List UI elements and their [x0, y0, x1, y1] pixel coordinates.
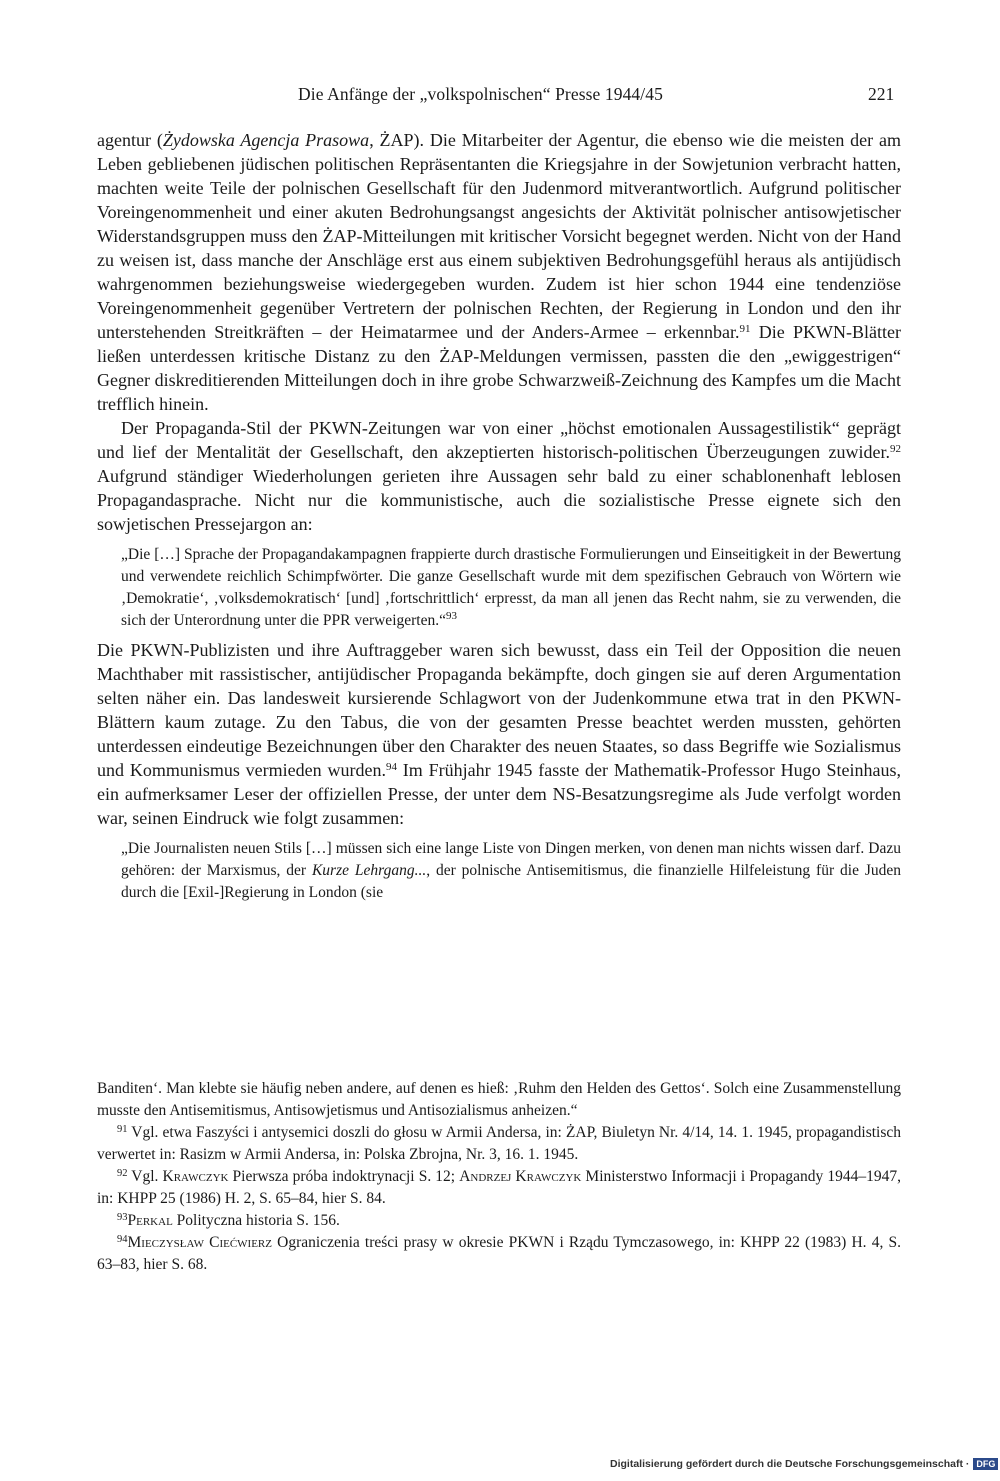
footnote-94-author: Mieczysław Ciećwierz — [127, 1234, 272, 1251]
digitization-credit — [610, 1458, 998, 1470]
footnote-92-text-2: Pierwsza próba indoktrynacji S. 12; — [228, 1168, 460, 1185]
quote2-text-2: , der polnische Antisemitismus, die finanzielle Hilfeleistung für die Juden durch die [Exil-]Regierung in London (sie — [121, 862, 901, 901]
footnote-92 — [97, 1166, 901, 1210]
page-number: 221 — [868, 84, 895, 104]
footnote-93-author: Perkal — [127, 1212, 173, 1229]
p2-text-2: Aufgrund ständiger Wiederholungen gerieten ihre Aussagen sehr bald zu einer schablonenhaft leblosen Propagandasprache. Nicht nur die kommunistische, auch die sozialistische Presse eignete sich den sowjetischen Pressejargon an: — [97, 466, 901, 534]
credit-text: Digitalisierung gefördert durch die Deutsche Forschungsgemeinschaft · — [610, 1458, 970, 1470]
footnote-94 — [97, 1232, 901, 1276]
footnote-ref-91: 91 — [739, 323, 751, 335]
quote2-italic: Kurze Lehrgang... — [311, 862, 427, 879]
p3-text-2: Im Frühjahr 1945 fasste der Mathematik-Professor Hugo Steinhaus, ein aufmerksamer Leser der offiziellen Presse, der unter dem NS-Besatzungsregime als Jude verfolgt worden war, seinen Eindruck wie folgt zusammen: — [97, 760, 901, 828]
paragraph-3 — [97, 638, 901, 830]
footnote-92-mark: 92 — [117, 1168, 128, 1179]
footnote-94-text: Ograniczenia treści prasy w okresie PKWN i Rządu Tymczasowego, in: KHPP 22 (1983) H. 4, S. 63–83, hier S. 68. — [97, 1234, 901, 1273]
footnote-93-mark: 93 — [117, 1212, 128, 1223]
p2-text-1: Der Propaganda-Stil der PKWN-Zeitungen war von einer „höchst emotionalen Aussagestilistik“ geprägt und lief der Mentalität der Gesellschaft, den akzeptierten historisch-politischen Überzeugungen zuwider. — [97, 418, 901, 462]
quote1-text: „Die […] Sprache der Propagandakampagnen frappierte durch drastische Formulierungen und Einseitigkeit in der Bewertung und verwendete reichlich Schimpfwörter. Die ganze Gesellschaft wurde mit dem spezifischen Gebrauch von Wörtern wie ‚Demokratie‘, ‚volksdemokratisch‘ [und] ‚fortschrittlich‘ erpresst, da man all jenen das Recht nahm, sie zu verwenden, die sich der Unterordnung unter die PPR verweigerten.“ — [121, 546, 901, 629]
quote2-text-1: „Die Journalisten neuen Stils […] müssen sich eine lange Liste von Dingen merken, von denen man nichts wissen darf. Dazu gehören: der Marxismus, der — [121, 840, 901, 879]
footnote-92-text-3: Ministerstwo Informacji i Propagandy 1944–1947, in: KHPP 25 (1986) H. 2, S. 65–84, hier S. 84. — [97, 1168, 901, 1207]
footnote-93 — [97, 1210, 901, 1232]
p1-text-3: Die PKWN-Blätter ließen unterdessen kritische Distanz zu den ŻAP-Meldungen vermissen, passten die den „ewiggestrigen“ Gegner diskreditierenden Mitteilungen doch in ihre grobe Schwarzweiß-Zeichnung des Kampfes um die Macht trefflich hinein. — [97, 322, 901, 414]
footnote-ref-94: 94 — [385, 761, 397, 773]
p1-italic: Żydowska Agencja Prasowa — [162, 130, 370, 150]
p1-text-2: , ŻAP). Die Mitarbeiter der Agentur, die ebenso wie die meisten der am Leben gebliebenen jüdischen politischen Repräsentanten die Kriegsjahre in der Sowjetunion verbracht hatten, machten weite Teile der polnischen Gesellschaft für den Judenmord mitverantwortlich. Aufgrund politischer Voreingenommenheit und einer akuten Bedrohungsangst angesichts der Aktivität polnischer antisowjetischer Widerstandsgruppen muss den ŻAP-Mitteilungen mit kritischer Vorsicht begegnet werden. Nicht von der Hand zu weisen ist, dass manche der Anschläge erst aus einem subjektiven Bedrohungsgefühl heraus als antijüdisch wahrgenommen beziehungsweise wiedergegeben wurden. Zudem ist hier schon 1944 eine tendenziöse Voreingenommenheit gegenüber Vertretern der polnischen Rechten, der Regierung in London und den ihr unterstehenden Streitkräften – der Heimatarmee und der Anders-Armee – erkennbar. — [97, 130, 901, 342]
paragraph-2 — [97, 416, 901, 536]
footnote-92-author-2: Andrzej Krawczyk — [459, 1168, 582, 1185]
dfg-logo-icon: DFG — [973, 1458, 998, 1470]
footnote-92-author-1: Krawczyk — [162, 1168, 229, 1185]
block-quote-1 — [121, 544, 901, 632]
footnote-ref-92: 92 — [890, 443, 901, 455]
block-quote-2 — [121, 838, 901, 904]
footnote-continuation: Banditen‘. Man klebte sie häufig neben andere, auf denen es hieß: ‚Ruhm den Helden des Gettos‘. Solch eine Zusammenstellung musste den Antisemitismus, Antisowjetismus und Antisozialismus anheizen.“ — [97, 1080, 901, 1119]
footnote-93-text: Polityczna historia S. 156. — [172, 1212, 340, 1229]
footnote-92-text-1: Vgl. — [127, 1168, 163, 1185]
p1-text-1: agentur ( — [97, 130, 163, 150]
paragraph-1 — [97, 128, 901, 416]
body-text — [97, 128, 901, 910]
footnote-94-mark: 94 — [117, 1234, 128, 1245]
footnote-ref-93: 93 — [445, 610, 457, 622]
header-title: Die Anfänge der „volkspolnischen“ Presse 1944/45 — [298, 84, 663, 104]
footnote-91-mark: 91 — [117, 1124, 128, 1135]
p3-text-1: Die PKWN-Publizisten und ihre Auftraggeber waren sich bewusst, dass ein Teil der Opposition die neuen Machthaber mit rassistischer, antijüdischer Propaganda bekämpfte, doch gingen sie auf deren Argumentation selten näher ein. Das landesweit kursierende Schlagwort von der Judenkommune etwa trat in den PKWN-Blättern kaum zutage. Zu den Tabus, die von der gesamten Presse beachtet werden mussten, gehörten unterdessen eindeutige Bezeichnungen über den Charakter des neuen Staates, so dass Begriffe wie Sozialismus und Kommunismus vermieden wurden. — [97, 640, 901, 780]
footnotes — [97, 1078, 901, 1276]
footnote-91-text: Vgl. etwa Faszyści i antysemici doszli do głosu w Armii Andersa, in: ŻAP, Biuletyn Nr. 4/14, 14. 1. 1945, propagandistisch verwertet in: Rasizm w Armii Andersa, in: Polska Zbrojna, Nr. 3, 16. 1. 1945. — [97, 1124, 901, 1163]
footnote-91 — [97, 1122, 901, 1166]
